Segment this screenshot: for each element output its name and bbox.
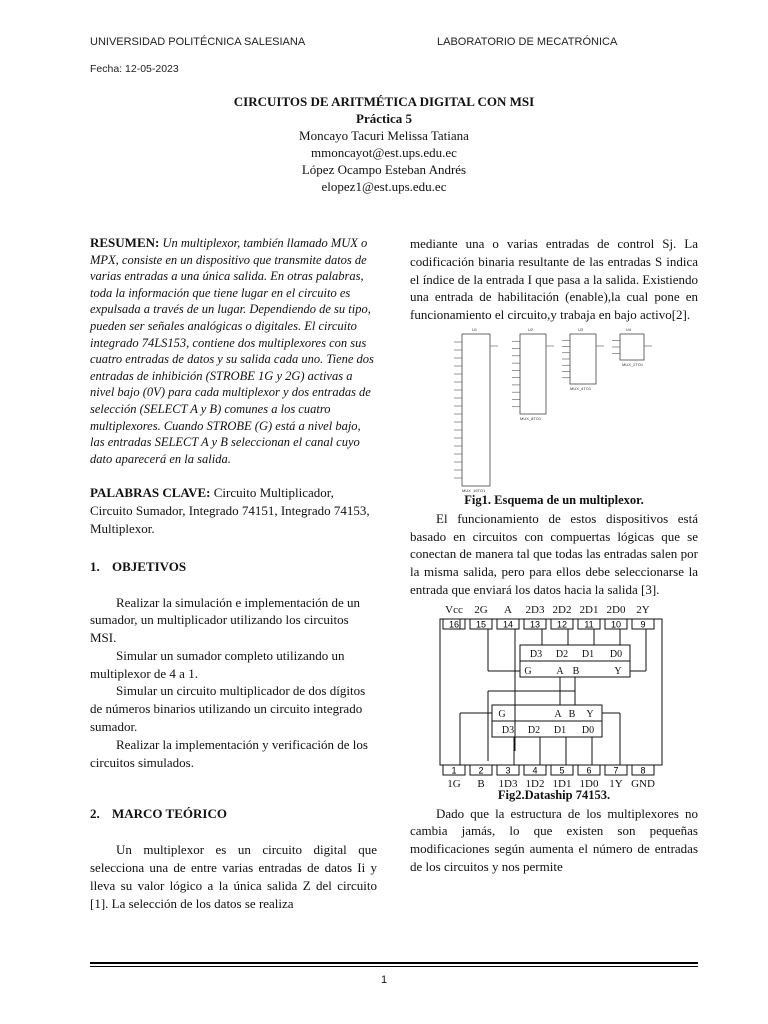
header-institution: UNIVERSIDAD POLITÉCNICA SALESIANA (90, 36, 306, 48)
pin-bottom-label: 1D2 (525, 777, 545, 787)
section-objectives-heading: 1. OBJETIVOS (90, 558, 187, 574)
practice-label: Práctica 5 (356, 111, 412, 126)
section-theory-heading: 2. MARCO TEÓRICO (90, 806, 227, 822)
lower-box-label: Y (586, 708, 594, 720)
pin-top-label: 2D2 (552, 603, 572, 616)
pin-top-label: Vcc (445, 603, 463, 616)
right-column (410, 235, 698, 876)
pin-top-number: 15 (475, 619, 487, 630)
pin-bottom-number: 2 (478, 765, 484, 776)
page-number: 1 (380, 974, 388, 986)
chip-u1 (462, 334, 490, 486)
pin-bottom-number: 6 (586, 765, 592, 776)
chip-name-u3: MUX_4TO1 (570, 385, 592, 391)
chip-u2 (520, 334, 546, 414)
pin-bottom-label: 1Y (609, 777, 623, 787)
right-paragraph-2: El funcionamiento de estos dispositivos está basado en circuitos con compuertas lógicas que se conectan de manera tal que todas las entradas salen por la misma salida, pero para ellos debe seleccionarse la entrada que enviará los datos hacia la salida [3]. (410, 510, 698, 597)
figure-2-caption: Fig2.Dataship 74153. (497, 787, 611, 802)
figure-1-mux-schematic (410, 324, 698, 492)
pin-bottom-label: 1D1 (552, 777, 572, 787)
chip-label-u4: U4 (626, 326, 632, 332)
figure-2-74153-pinout (410, 601, 698, 787)
author-2: López Ocampo Esteban Andrés (301, 162, 467, 177)
upper-box-label: D1 (581, 648, 595, 660)
pin-top-label: 2G (474, 603, 488, 616)
keywords-label: PALABRAS CLAVE: (90, 485, 211, 501)
pin-top-label: 2D3 (525, 603, 545, 616)
objectives-list (90, 594, 377, 772)
pin-top-number: 11 (584, 619, 594, 630)
chip-name-u4: MUX_2TO1 (622, 361, 644, 367)
theory-paragraph: Un multiplexor es un circuito digital que selecciona una de entre varias entradas de datos Ii y lleva su valor lógico a la única salida Z del circuito [1]. La selección de los datos se realiza (90, 842, 377, 911)
right-paragraph-1: mediante una o varias entradas de control Sj. La codificación binaria resultante de las entradas S indica el índice de la entrada I que pasa a la salida. Existiendo una entrada de habilitación (enable),la cual pone en funcionamiento el circuito,y trabaja en bajo activo[2]. (410, 236, 698, 323)
header-lab: LABORATORIO DE MECATRÓNICA (437, 36, 618, 48)
upper-box-label: D2 (555, 648, 569, 660)
pin-bottom-number: 8 (640, 765, 646, 776)
chip-label-u1: U1 (472, 326, 478, 332)
objective-item: Simular un sumador completo utilizando un multiplexor de 4 a 1. (90, 647, 345, 681)
lower-box-label: D2 (527, 724, 541, 736)
keywords (90, 484, 377, 537)
lower-box-label: G (498, 708, 506, 720)
left-column (90, 235, 377, 912)
email-1: mmoncayot@est.ups.edu.ec (311, 145, 457, 160)
chip-name-u1: MUX_16TO1 (462, 487, 486, 492)
author-1: Moncayo Tacuri Melissa Tatiana (299, 128, 469, 143)
chip-name-u2: MUX_8TO1 (520, 415, 542, 421)
upper-box-label: D3 (529, 648, 543, 660)
pin-bottom-label: GND (631, 777, 655, 787)
abstract (90, 235, 377, 467)
abstract-label: RESUMEN: (90, 235, 160, 250)
pin-top-label: 2Y (636, 603, 650, 616)
upper-box-label: D0 (609, 648, 623, 660)
paper-title: CIRCUITOS DE ARITMÉTICA DIGITAL CON MSI (233, 94, 535, 109)
pin-bottom-number: 7 (613, 765, 619, 776)
pin-top-number: 10 (610, 619, 622, 630)
lower-box-label: A (554, 708, 562, 720)
pin-top-number: 13 (529, 619, 541, 630)
chip-u3 (570, 334, 596, 384)
pin-bottom-number: 3 (505, 765, 511, 776)
objective-item: Realizar la simulación e implementación de un sumador, un multiplicador utilizando los circuitos MSI. (90, 594, 361, 646)
objective-item: Simular un circuito multiplicador de dos dígitos de números binarios utilizando un circuito integrado sumador. (90, 683, 366, 735)
lower-box-label: D1 (553, 724, 567, 736)
footer-rule-thin (90, 966, 698, 967)
title-block (0, 93, 768, 195)
pin-bottom-number: 4 (532, 765, 538, 776)
right-paragraph-3: Dado que la estructura de los multiplexores no cambia jamás, lo que existen son pequeñas modificaciones según aumenta el número de entradas de los circuitos y nos permite (410, 805, 698, 874)
pin-top-number: 14 (502, 619, 514, 630)
upper-box-label: A (556, 665, 564, 677)
pin-bottom-label: 1G (447, 777, 461, 787)
pin-top-label: 2D1 (579, 603, 599, 616)
objective-item: Realizar la implementación y verificación de los circuitos simulados. (90, 736, 368, 770)
header-date: Fecha: 12-05-2023 (90, 63, 179, 75)
pin-bottom-label: 1D3 (498, 777, 518, 787)
email-2: elopez1@est.ups.edu.ec (321, 179, 447, 194)
footer-rule (90, 962, 698, 964)
pin-bottom-label: B (477, 777, 485, 787)
chip-label-u3: U3 (578, 326, 584, 332)
upper-box-label: G (524, 665, 532, 677)
pin-bottom-number: 1 (451, 765, 457, 776)
abstract-text: Un multiplexor, también llamado MUX o MPX, consiste en un dispositivo que transmite datos de varias entradas a una única salida. En otras palabras, toda la información que tiene lugar en el circuito es expulsada a través de un lugar. Dependiendo de su tipo, pueden ser señales analógicas o digitales. El circuito integrado 74LS153, contiene dos multiplexores con sus cuatro entradas de datos y su salida cada uno. Tiene dos entradas de inhibición (STROBE 1G y 2G) activas a nivel bajo (0V) para cada multiplexor y dos entradas de selección (SELECT A y B) comunes a los cuatro multiplexores. Cuando STROBE (G) está a nivel bajo, las entradas SELECT A y B seleccionan el canal cuyo dato aparecerá en la salida. (90, 236, 374, 466)
pin-top-number: 9 (640, 619, 646, 630)
chip-u4 (620, 334, 644, 360)
upper-box-label: B (572, 665, 580, 677)
pin-top-number: 16 (448, 619, 460, 630)
lower-box-label: B (568, 708, 576, 720)
chip-label-u2: U2 (528, 326, 534, 332)
pin-bottom-label: 1D0 (579, 777, 599, 787)
lower-box-label: D3 (501, 724, 515, 736)
pin-top-label: 2D0 (606, 603, 626, 616)
pin-bottom-number: 5 (559, 765, 565, 776)
figure-1-caption: Fig1. Esquema de un multiplexor. (464, 492, 644, 507)
keywords-text: Circuito Multiplicador, Circuito Sumador, Integrado 74151, Integrado 74153, Multiplexor. (90, 485, 370, 536)
pin-top-label: A (504, 603, 512, 616)
upper-box-label: Y (614, 665, 622, 677)
lower-box-label: D0 (581, 724, 595, 736)
pin-top-number: 12 (556, 619, 568, 630)
